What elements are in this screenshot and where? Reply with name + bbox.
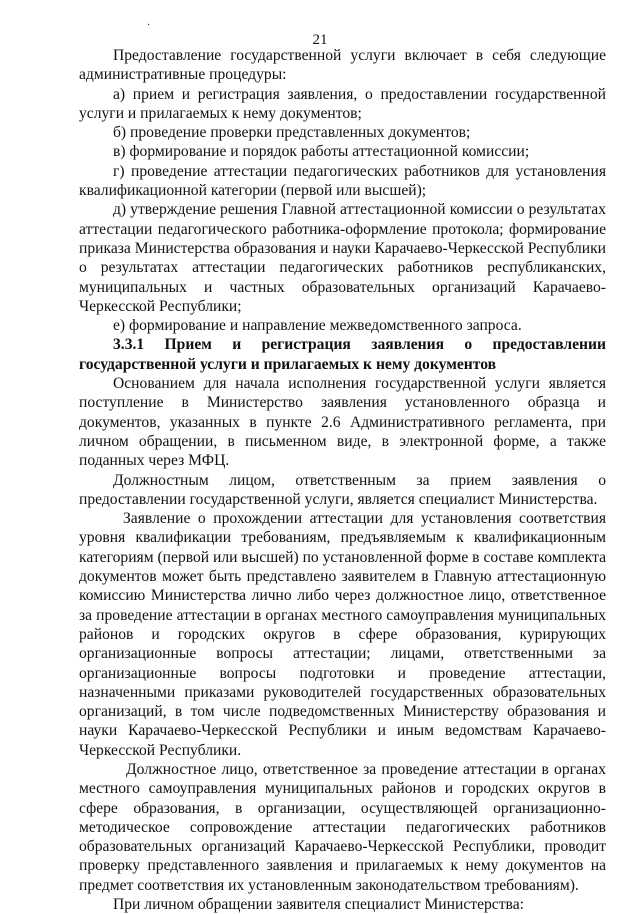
paragraph-application: Заявление о прохождении аттестации для установления соответствия уровня квалификации требованиям, предъявляемым к квалификационным категориям (первой или высшей) по установленной форме в составе комплекта документов может быть представлено заявителем в Главную аттестационную комиссию Министерства лично либо через должностное лицо, ответственное за проведение аттестации в органах местного самоуправления муниципальных районов и городских округов в сфере образования, курирующих организационные вопросы аттестации; лицами, ответственными за организационные вопросы подготовки и проведение аттестации, назначенными приказами руководителей государственных образовательных организаций, в том числе подведомственных Министерству образования и науки Карачаево-Черкесской Республики и иным ведомствам Карачаево-Черкесской Республики. (79, 510, 606, 759)
scan-speck: · (147, 20, 151, 31)
paragraph-basis: Основанием для начала исполнения государственной услуги является поступление в Министерство заявления установленного образца и документов, указанных в пункте 2.6 Административного регламента, при личном обращении, в письменном виде, в электронной форме, а также поданных через МФЦ. (79, 375, 606, 470)
procedure-item-a: а) прием и регистрация заявления, о предоставлении государственной услуги и прилагаемых к нему документов; (79, 85, 606, 122)
paragraph-personal-appeal: При личном обращении заявителя специалист Министерства: (113, 896, 524, 914)
paragraph-official: Должностное лицо, ответственное за проведение аттестации в органах местного самоуправления муниципальных районов и городских округов в сфере образования, в организации, осуществляющей организационно-методическое сопровождение аттестации педагогических работников образовательных организаций Карачаево-Черкесской Республики, проводит проверку представленного заявления и прилагаемых к нему документов на предмет соответствия их установленным законодательством требованиям). (79, 760, 606, 894)
procedure-item-d: г) проведение аттестации педагогических работников для установления квалификационной категории (первой или высшей); (79, 162, 606, 200)
section-heading: 3.3.1 Прием и регистрация заявления о предоставлении государственной услуги и прилагаемых к нему документов (79, 336, 606, 373)
page-number: 21 (312, 32, 328, 48)
procedure-item-c: в) формирование и порядок работы аттестационной комиссии; (113, 143, 530, 161)
paragraph-responsible: Должностным лицом, ответственным за прием заявления о предоставлении государственной услуги, является специалист Министерства. (79, 471, 606, 508)
document-body (79, 46, 606, 914)
intro-paragraph: Предоставление государственной услуги включает в себя следующие административные процедуры: (79, 47, 606, 84)
procedure-item-b: б) проведение проверки представленных документов; (113, 124, 471, 142)
procedure-item-f: е) формирование и направление межведомственного запроса. (113, 317, 522, 335)
procedure-item-e: д) утверждение решения Главной аттестационной комиссии о результатах аттестации педагогического работника-оформление протокола; формирование приказа Министерства образования и науки Карачаево-Черкесской Республики о результатах аттестации педагогических работников республиканских, муниципальных и частных образовательных организаций Карачаево-Черкесской Республики; (79, 201, 606, 315)
